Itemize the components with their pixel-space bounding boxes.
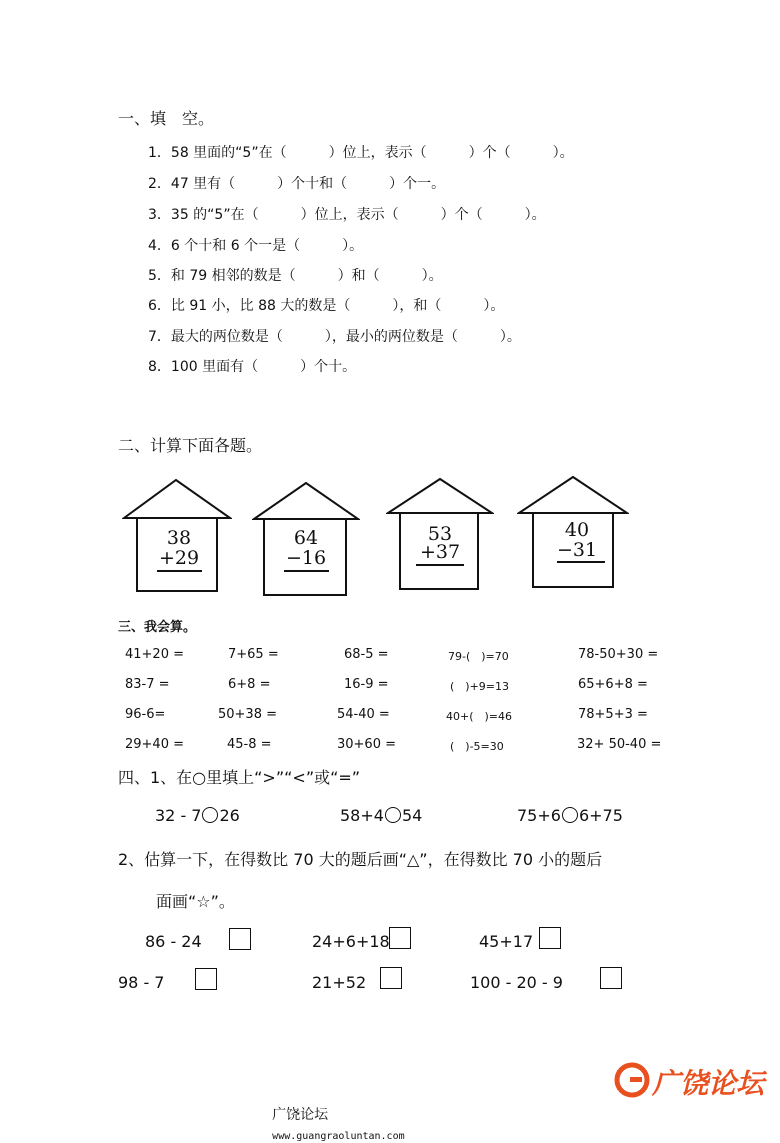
answer-box[interactable] [229, 928, 251, 950]
footer-url[interactable]: www.guangraoluntan.com [272, 1131, 405, 1142]
estimate-instruction-line1: 2、估算一下，在得数比 70 大的题后画“△”，在得数比 70 小的题后 [118, 850, 603, 869]
footer-site-name: 广饶论坛 [272, 1107, 329, 1123]
house-3 [386, 477, 494, 592]
underline [284, 570, 329, 572]
calc-3-2: 50+38 = [218, 707, 278, 722]
house-top-number: 40 [564, 519, 590, 541]
calc-3-1: 96-6= [125, 707, 166, 722]
comparison-1 [155, 806, 240, 825]
fill-item-5: 5．和 79 相邻的数是（ ）和（ ）。 [148, 268, 443, 284]
calc-3-3: 54-40 = [337, 707, 390, 722]
comparison-right: 54 [401, 806, 423, 825]
answer-box[interactable] [539, 927, 561, 949]
section1-heading: 一、填 空。 [118, 109, 215, 128]
calc-2-5: 65+6+8 = [578, 677, 648, 692]
calc-1-5: 78-50+30 = [578, 647, 659, 662]
comparison-left: 75+6 [517, 806, 561, 825]
house-top-number: 38 [166, 527, 192, 549]
house-1 [122, 478, 232, 593]
house-bottom-number: −31 [556, 539, 598, 561]
calc-4-4: ( )-5=30 [450, 740, 504, 753]
calc-1-4: 79-( )=70 [448, 650, 509, 663]
house-bottom-number: +29 [158, 547, 200, 569]
calc-3-4: 40+( )=46 [446, 710, 513, 723]
house-bottom-number: −16 [285, 547, 327, 569]
fill-item-6: 6．比 91 小，比 88 大的数是（ ），和（ ）。 [148, 298, 505, 314]
calc-4-2: 45-8 = [227, 737, 272, 752]
calc-2-4: ( )+9=13 [450, 680, 510, 693]
answer-box[interactable] [389, 927, 411, 949]
answer-box[interactable] [600, 967, 622, 989]
section4-heading: 四、1、在○里填上“>”“<”或“=” [118, 768, 361, 787]
fill-item-8: 8．100 里面有（ ）个十。 [148, 359, 357, 375]
underline [416, 564, 464, 566]
underline [157, 570, 202, 572]
answer-box[interactable] [195, 968, 217, 990]
estimate-2-2: 21+52 [312, 973, 367, 992]
section2-heading: 二、计算下面各题。 [118, 436, 263, 455]
fill-item-3: 3．35 的“5”在（ ）位上，表示（ ）个（ ）。 [148, 207, 546, 223]
calc-2-2: 6+8 = [228, 677, 271, 692]
underline [557, 561, 605, 563]
answer-circle[interactable] [385, 807, 401, 823]
house-4 [517, 475, 629, 590]
calc-1-1: 41+20 = [125, 647, 185, 662]
estimate-1-2: 24+6+18 [312, 932, 390, 951]
answer-circle[interactable] [202, 807, 218, 823]
comparison-2 [340, 806, 422, 825]
estimate-instruction-line2: 面画“☆”。 [156, 892, 235, 911]
comparison-right: 26 [219, 806, 240, 825]
comparison-3 [517, 806, 623, 825]
comparison-right: 6+75 [578, 806, 623, 825]
calc-4-1: 29+40 = [125, 737, 185, 752]
site-logo [612, 1060, 777, 1100]
fill-item-1: 1．58 里面的“5”在（ ）位上，表示（ ）个（ ）。 [148, 145, 574, 161]
comparison-left: 32 - 7 [155, 806, 202, 825]
estimate-2-1: 98 - 7 [118, 973, 165, 992]
fill-item-4: 4．6 个十和 6 个一是（ ）。 [148, 238, 364, 254]
fill-item-2: 2．47 里有（ ）个十和（ ）个一。 [148, 176, 446, 192]
footer [262, 1085, 405, 1143]
logo-text: 广饶论坛 [652, 1067, 765, 1100]
comparison-left: 58+4 [340, 806, 384, 825]
estimate-2-3: 100 - 20 - 9 [470, 973, 563, 992]
calc-2-1: 83-7 = [125, 677, 170, 692]
calc-2-3: 16-9 = [344, 677, 389, 692]
calc-1-2: 7+65 = [228, 647, 279, 662]
house-top-number: 53 [427, 523, 453, 545]
calc-1-3: 68-5 = [344, 647, 389, 662]
estimate-1-1: 86 - 24 [145, 932, 202, 951]
estimate-1-3: 45+17 [479, 932, 534, 951]
calc-3-5: 78+5+3 = [578, 707, 648, 722]
calc-4-3: 30+60 = [337, 737, 397, 752]
answer-box[interactable] [380, 967, 402, 989]
house-top-number: 64 [293, 527, 319, 549]
house-bottom-number: +37 [419, 541, 461, 563]
house-2 [252, 481, 360, 596]
fill-item-7: 7．最大的两位数是（ ），最小的两位数是（ ）。 [148, 329, 521, 345]
answer-circle[interactable] [562, 807, 578, 823]
calc-4-5: 32+ 50-40 = [577, 737, 662, 752]
section3-heading: 三、我会算。 [118, 620, 197, 635]
